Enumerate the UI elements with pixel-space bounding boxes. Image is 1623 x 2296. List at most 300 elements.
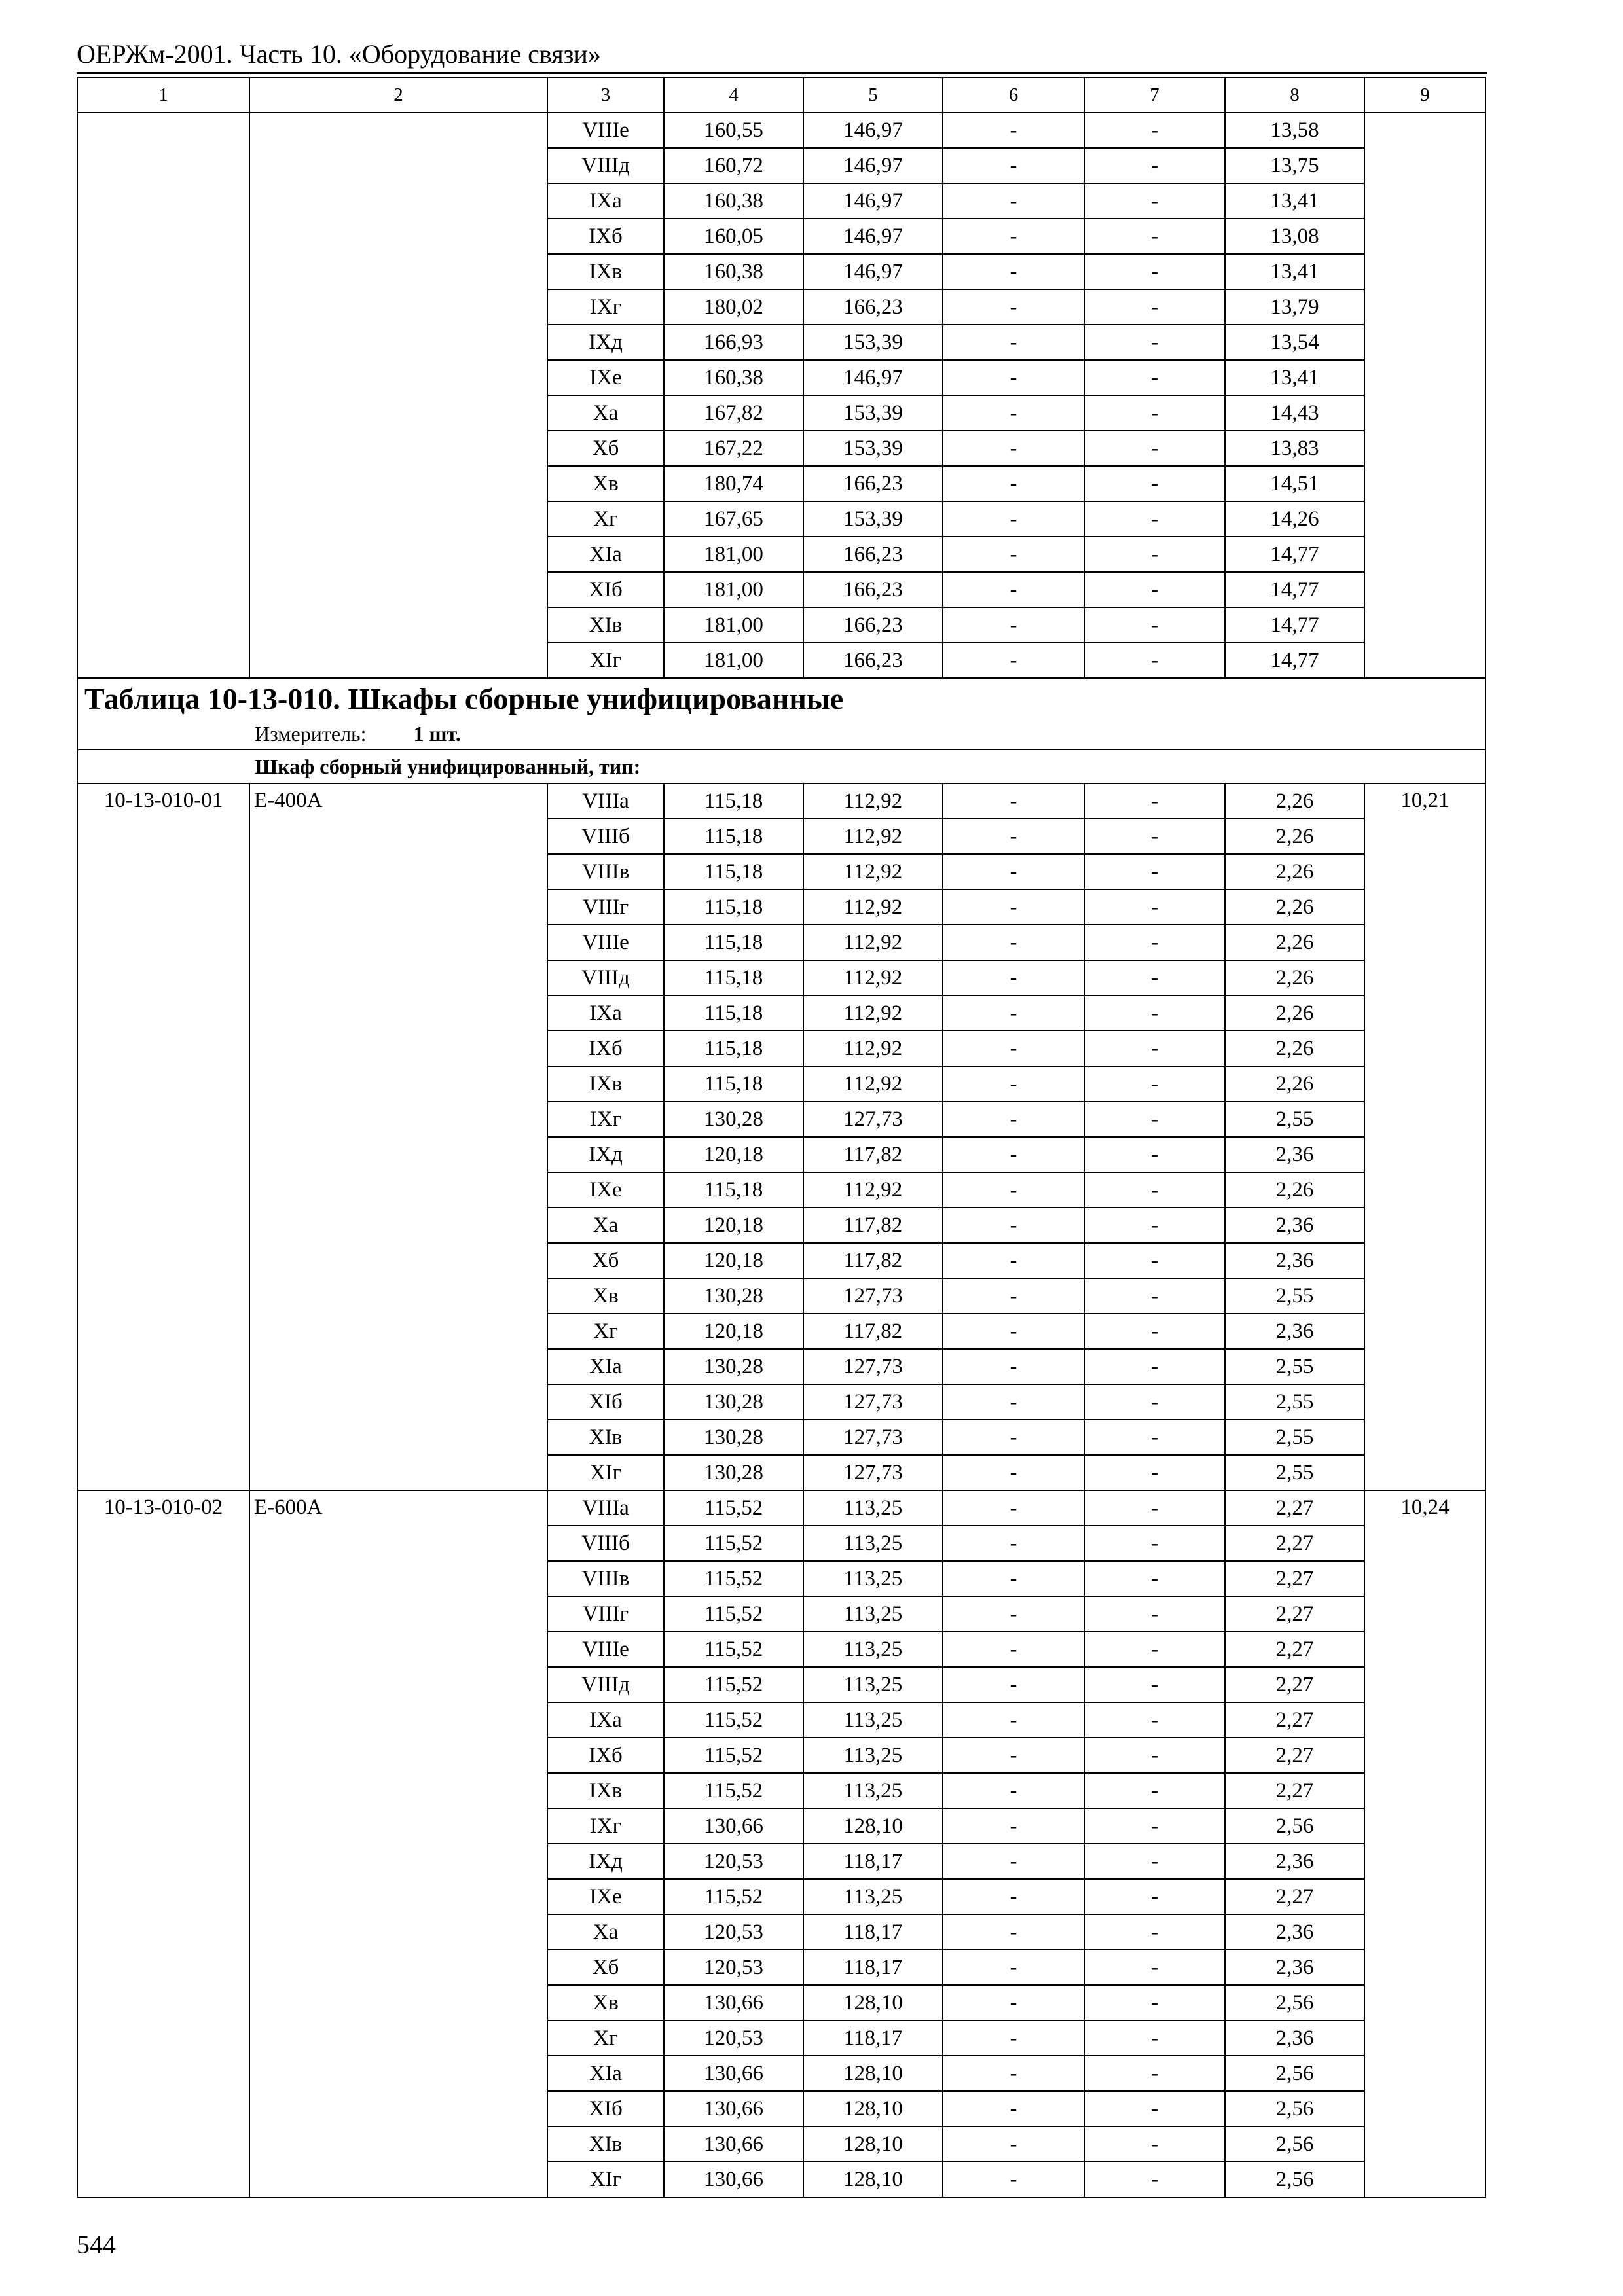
materials-cost-cell: 2,26	[1225, 996, 1364, 1031]
region-cell: IXе	[547, 360, 664, 395]
total-cost-cell: 181,00	[664, 643, 803, 678]
wage-cost-cell: 153,39	[803, 431, 943, 466]
total-cost-cell: 120,53	[664, 2020, 803, 2056]
total-cost-cell: 160,38	[664, 254, 803, 289]
total-cost-cell: 120,53	[664, 1844, 803, 1879]
operator-wage-cell: -	[1084, 501, 1225, 537]
materials-cost-cell: 2,27	[1225, 1632, 1364, 1667]
materials-cost-cell: 14,77	[1225, 572, 1364, 607]
region-cell: XIв	[547, 607, 664, 643]
region-cell: IXд	[547, 1137, 664, 1172]
operator-wage-cell: -	[1084, 889, 1225, 925]
region-cell: IXа	[547, 996, 664, 1031]
wage-cost-cell: 118,17	[803, 1914, 943, 1950]
total-cost-cell: 130,66	[664, 1985, 803, 2020]
operator-wage-cell: -	[1084, 219, 1225, 254]
wage-cost-cell: 112,92	[803, 960, 943, 996]
wage-cost-cell: 166,23	[803, 572, 943, 607]
column-number: 1	[77, 77, 249, 113]
wage-cost-cell: 112,92	[803, 819, 943, 854]
materials-cost-cell: 14,26	[1225, 501, 1364, 537]
operator-wage-cell: -	[1084, 607, 1225, 643]
table-row	[77, 783, 1486, 819]
region-cell: Xв	[547, 1278, 664, 1314]
machine-cost-cell: -	[943, 1773, 1084, 1808]
materials-cost-cell: 2,26	[1225, 889, 1364, 925]
materials-cost-cell: 13,83	[1225, 431, 1364, 466]
machine-cost-cell: -	[943, 183, 1084, 219]
total-cost-cell: 180,74	[664, 466, 803, 501]
total-cost-cell: 130,66	[664, 2126, 803, 2162]
materials-cost-cell: 2,26	[1225, 925, 1364, 960]
total-cost-cell: 115,52	[664, 1702, 803, 1738]
materials-cost-cell: 2,27	[1225, 1490, 1364, 1526]
wage-cost-cell: 112,92	[803, 1031, 943, 1066]
total-cost-cell: 181,00	[664, 572, 803, 607]
machine-cost-cell: -	[943, 219, 1084, 254]
wage-cost-cell: 127,73	[803, 1455, 943, 1490]
materials-cost-cell: 2,36	[1225, 2020, 1364, 2056]
materials-cost-cell: 2,27	[1225, 1526, 1364, 1561]
region-cell: VIIIв	[547, 854, 664, 889]
total-cost-cell: 130,28	[664, 1420, 803, 1455]
wage-cost-cell: 113,25	[803, 1667, 943, 1702]
wage-cost-cell: 117,82	[803, 1208, 943, 1243]
materials-cost-cell: 2,36	[1225, 1844, 1364, 1879]
operator-wage-cell: -	[1084, 925, 1225, 960]
operator-wage-cell: -	[1084, 1702, 1225, 1738]
machine-cost-cell: -	[943, 1879, 1084, 1914]
materials-cost-cell: 13,79	[1225, 289, 1364, 325]
materials-cost-cell: 2,26	[1225, 960, 1364, 996]
operator-wage-cell: -	[1084, 1526, 1225, 1561]
total-cost-cell: 130,28	[664, 1349, 803, 1384]
materials-cost-cell: 2,36	[1225, 1914, 1364, 1950]
total-cost-cell: 115,18	[664, 889, 803, 925]
total-cost-cell: 115,18	[664, 925, 803, 960]
operator-wage-cell: -	[1084, 1950, 1225, 1985]
machine-cost-cell: -	[943, 431, 1084, 466]
region-cell: VIIIд	[547, 148, 664, 183]
column-number-row	[77, 77, 1486, 113]
region-cell: Xа	[547, 395, 664, 431]
machine-cost-cell: -	[943, 643, 1084, 678]
machine-cost-cell: -	[943, 1066, 1084, 1102]
total-cost-cell: 115,18	[664, 783, 803, 819]
total-cost-cell: 115,52	[664, 1632, 803, 1667]
operator-wage-cell: -	[1084, 572, 1225, 607]
wage-cost-cell: 112,92	[803, 1066, 943, 1102]
operator-wage-cell: -	[1084, 1243, 1225, 1278]
total-cost-cell: 130,28	[664, 1455, 803, 1490]
wage-cost-cell: 117,82	[803, 1314, 943, 1349]
materials-cost-cell: 2,56	[1225, 2056, 1364, 2091]
machine-cost-cell: -	[943, 1702, 1084, 1738]
machine-cost-cell: -	[943, 1561, 1084, 1596]
operator-wage-cell: -	[1084, 1808, 1225, 1844]
machine-cost-cell: -	[943, 1102, 1084, 1137]
operator-wage-cell: -	[1084, 996, 1225, 1031]
wage-cost-cell: 113,25	[803, 1526, 943, 1561]
region-cell: Xг	[547, 1314, 664, 1349]
region-cell: XIг	[547, 643, 664, 678]
region-cell: VIIIа	[547, 1490, 664, 1526]
total-cost-cell: 160,38	[664, 360, 803, 395]
region-cell: XIб	[547, 1384, 664, 1420]
region-cell: Xа	[547, 1208, 664, 1243]
wage-cost-cell: 128,10	[803, 2056, 943, 2091]
region-cell: VIIIд	[547, 960, 664, 996]
machine-cost-cell: -	[943, 1490, 1084, 1526]
wage-cost-cell: 113,25	[803, 1490, 943, 1526]
machine-cost-cell: -	[943, 1349, 1084, 1384]
total-cost-cell: 120,18	[664, 1137, 803, 1172]
operator-wage-cell: -	[1084, 1314, 1225, 1349]
region-cell: IXг	[547, 1808, 664, 1844]
machine-cost-cell: -	[943, 325, 1084, 360]
machine-cost-cell: -	[943, 1985, 1084, 2020]
total-cost-cell: 120,18	[664, 1208, 803, 1243]
materials-cost-cell: 14,51	[1225, 466, 1364, 501]
total-cost-cell: 160,55	[664, 113, 803, 148]
item-code-cell: 10-13-010-01	[77, 783, 249, 1490]
operator-wage-cell: -	[1084, 643, 1225, 678]
materials-cost-cell: 2,55	[1225, 1102, 1364, 1137]
code-cell	[77, 113, 249, 678]
wage-cost-cell: 153,39	[803, 395, 943, 431]
total-cost-cell: 115,18	[664, 996, 803, 1031]
machine-cost-cell: -	[943, 1632, 1084, 1667]
subheading-cell: Шкаф сборный унифицированный, тип:	[77, 749, 1486, 783]
wage-cost-cell: 112,92	[803, 889, 943, 925]
region-cell: IXб	[547, 1031, 664, 1066]
machine-cost-cell: -	[943, 572, 1084, 607]
operator-wage-cell: -	[1084, 1349, 1225, 1384]
wage-cost-cell: 146,97	[803, 148, 943, 183]
column-number: 5	[803, 77, 943, 113]
wage-cost-cell: 112,92	[803, 783, 943, 819]
total-cost-cell: 130,28	[664, 1384, 803, 1420]
region-cell: VIIIе	[547, 113, 664, 148]
materials-cost-cell: 14,43	[1225, 395, 1364, 431]
materials-cost-cell: 2,55	[1225, 1384, 1364, 1420]
column-number: 8	[1225, 77, 1364, 113]
wage-cost-cell: 146,97	[803, 219, 943, 254]
machine-cost-cell: -	[943, 1526, 1084, 1561]
wage-cost-cell: 127,73	[803, 1349, 943, 1384]
wage-cost-cell: 118,17	[803, 1844, 943, 1879]
unit-line	[82, 719, 1481, 749]
total-cost-cell: 167,82	[664, 395, 803, 431]
operator-wage-cell: -	[1084, 466, 1225, 501]
materials-cost-cell: 2,56	[1225, 1985, 1364, 2020]
wage-cost-cell: 128,10	[803, 1808, 943, 1844]
total-cost-cell: 130,28	[664, 1102, 803, 1137]
item-name-cell: Е-400А	[249, 783, 547, 1490]
machine-cost-cell: -	[943, 783, 1084, 819]
machine-cost-cell: -	[943, 1950, 1084, 1985]
materials-cost-cell: 2,27	[1225, 1773, 1364, 1808]
region-cell: IXв	[547, 1066, 664, 1102]
materials-cost-cell: 2,27	[1225, 1561, 1364, 1596]
materials-cost-cell: 2,55	[1225, 1455, 1364, 1490]
total-cost-cell: 115,52	[664, 1738, 803, 1773]
operator-wage-cell: -	[1084, 2020, 1225, 2056]
total-cost-cell: 115,18	[664, 1031, 803, 1066]
materials-cost-cell: 13,41	[1225, 254, 1364, 289]
materials-cost-cell: 2,36	[1225, 1208, 1364, 1243]
operator-wage-cell: -	[1084, 1561, 1225, 1596]
region-cell: XIа	[547, 1349, 664, 1384]
wage-cost-cell: 166,23	[803, 643, 943, 678]
materials-cost-cell: 13,54	[1225, 325, 1364, 360]
machine-cost-cell: -	[943, 819, 1084, 854]
materials-cost-cell: 2,27	[1225, 1879, 1364, 1914]
wage-cost-cell: 117,82	[803, 1137, 943, 1172]
machine-cost-cell: -	[943, 254, 1084, 289]
materials-cost-cell: 13,41	[1225, 183, 1364, 219]
operator-wage-cell: -	[1084, 1596, 1225, 1632]
machine-cost-cell: -	[943, 1738, 1084, 1773]
materials-cost-cell: 14,77	[1225, 643, 1364, 678]
wage-cost-cell: 166,23	[803, 607, 943, 643]
wage-cost-cell: 127,73	[803, 1384, 943, 1420]
region-cell: IXе	[547, 1172, 664, 1208]
materials-cost-cell: 2,26	[1225, 819, 1364, 854]
operator-wage-cell: -	[1084, 537, 1225, 572]
total-cost-cell: 181,00	[664, 537, 803, 572]
region-cell: VIIIг	[547, 1596, 664, 1632]
materials-cost-cell: 2,36	[1225, 1314, 1364, 1349]
materials-cost-cell: 2,55	[1225, 1278, 1364, 1314]
region-cell: VIIIд	[547, 1667, 664, 1702]
region-cell: Xб	[547, 1243, 664, 1278]
total-cost-cell: 130,66	[664, 2056, 803, 2091]
operator-wage-cell: -	[1084, 360, 1225, 395]
machine-cost-cell: -	[943, 501, 1084, 537]
machine-cost-cell: -	[943, 1031, 1084, 1066]
col9-cell	[1364, 113, 1486, 678]
operator-wage-cell: -	[1084, 819, 1225, 854]
operator-wage-cell: -	[1084, 1278, 1225, 1314]
operator-wage-cell: -	[1084, 1208, 1225, 1243]
machine-cost-cell: -	[943, 996, 1084, 1031]
total-cost-cell: 167,22	[664, 431, 803, 466]
total-cost-cell: 160,05	[664, 219, 803, 254]
operator-wage-cell: -	[1084, 431, 1225, 466]
total-cost-cell: 115,52	[664, 1490, 803, 1526]
materials-cost-cell: 13,41	[1225, 360, 1364, 395]
materials-cost-cell: 2,36	[1225, 1950, 1364, 1985]
region-cell: IXг	[547, 289, 664, 325]
region-cell: Xв	[547, 466, 664, 501]
operator-wage-cell: -	[1084, 254, 1225, 289]
total-cost-cell: 115,52	[664, 1773, 803, 1808]
materials-cost-cell: 2,56	[1225, 2162, 1364, 2197]
region-cell: IXа	[547, 183, 664, 219]
column-number: 6	[943, 77, 1084, 113]
region-cell: Xа	[547, 1914, 664, 1950]
operator-wage-cell: -	[1084, 1738, 1225, 1773]
region-cell: VIIIе	[547, 925, 664, 960]
total-cost-cell: 115,18	[664, 819, 803, 854]
wage-cost-cell: 128,10	[803, 2162, 943, 2197]
materials-cost-cell: 2,26	[1225, 1172, 1364, 1208]
materials-cost-cell: 2,27	[1225, 1596, 1364, 1632]
wage-cost-cell: 112,92	[803, 925, 943, 960]
unit-value: 1 шт.	[413, 722, 461, 745]
operator-wage-cell: -	[1084, 148, 1225, 183]
total-cost-cell: 115,18	[664, 1172, 803, 1208]
unit-label: Измеритель:	[255, 722, 367, 745]
total-cost-cell: 115,52	[664, 1526, 803, 1561]
operator-wage-cell: -	[1084, 2091, 1225, 2126]
region-cell: IXв	[547, 1773, 664, 1808]
region-cell: XIг	[547, 2162, 664, 2197]
materials-cost-cell: 2,56	[1225, 2091, 1364, 2126]
operator-wage-cell: -	[1084, 1844, 1225, 1879]
item-col9-cell: 10,21	[1364, 783, 1486, 1490]
region-cell: VIIIб	[547, 1526, 664, 1561]
materials-cost-cell: 2,56	[1225, 2126, 1364, 2162]
total-cost-cell: 160,72	[664, 148, 803, 183]
region-cell: IXе	[547, 1879, 664, 1914]
total-cost-cell: 180,02	[664, 289, 803, 325]
materials-cost-cell: 13,75	[1225, 148, 1364, 183]
wage-cost-cell: 127,73	[803, 1420, 943, 1455]
wage-cost-cell: 153,39	[803, 325, 943, 360]
region-cell: XIб	[547, 572, 664, 607]
operator-wage-cell: -	[1084, 395, 1225, 431]
machine-cost-cell: -	[943, 2126, 1084, 2162]
norms-table	[77, 77, 1486, 2198]
total-cost-cell: 115,52	[664, 1667, 803, 1702]
machine-cost-cell: -	[943, 854, 1084, 889]
operator-wage-cell: -	[1084, 325, 1225, 360]
column-number: 7	[1084, 77, 1225, 113]
wage-cost-cell: 146,97	[803, 183, 943, 219]
operator-wage-cell: -	[1084, 1066, 1225, 1102]
wage-cost-cell: 112,92	[803, 996, 943, 1031]
operator-wage-cell: -	[1084, 1420, 1225, 1455]
operator-wage-cell: -	[1084, 1879, 1225, 1914]
region-cell: Xг	[547, 501, 664, 537]
machine-cost-cell: -	[943, 466, 1084, 501]
operator-wage-cell: -	[1084, 113, 1225, 148]
column-number: 4	[664, 77, 803, 113]
machine-cost-cell: -	[943, 1384, 1084, 1420]
operator-wage-cell: -	[1084, 783, 1225, 819]
page-number: 544	[77, 2230, 116, 2259]
machine-cost-cell: -	[943, 1420, 1084, 1455]
machine-cost-cell: -	[943, 113, 1084, 148]
item-col9-cell: 10,24	[1364, 1490, 1486, 2197]
total-cost-cell: 115,52	[664, 1561, 803, 1596]
wage-cost-cell: 128,10	[803, 1985, 943, 2020]
region-cell: Xб	[547, 431, 664, 466]
machine-cost-cell: -	[943, 889, 1084, 925]
region-cell: IXд	[547, 325, 664, 360]
total-cost-cell: 115,18	[664, 1066, 803, 1102]
section-title-row	[77, 678, 1486, 749]
region-cell: XIв	[547, 1420, 664, 1455]
machine-cost-cell: -	[943, 1596, 1084, 1632]
machine-cost-cell: -	[943, 2056, 1084, 2091]
region-cell: VIIIе	[547, 1632, 664, 1667]
machine-cost-cell: -	[943, 1455, 1084, 1490]
subheading-row	[77, 749, 1486, 783]
column-number: 2	[249, 77, 547, 113]
total-cost-cell: 115,52	[664, 1596, 803, 1632]
machine-cost-cell: -	[943, 1844, 1084, 1879]
total-cost-cell: 115,18	[664, 960, 803, 996]
total-cost-cell: 130,28	[664, 1278, 803, 1314]
total-cost-cell: 120,18	[664, 1243, 803, 1278]
region-cell: XIа	[547, 2056, 664, 2091]
machine-cost-cell: -	[943, 537, 1084, 572]
region-cell: VIIIв	[547, 1561, 664, 1596]
region-cell: XIв	[547, 2126, 664, 2162]
operator-wage-cell: -	[1084, 183, 1225, 219]
materials-cost-cell: 2,36	[1225, 1243, 1364, 1278]
operator-wage-cell: -	[1084, 1632, 1225, 1667]
region-cell: VIIIа	[547, 783, 664, 819]
section-title: Таблица 10-13-010. Шкафы сборные унифицированные	[84, 682, 844, 715]
table-body	[77, 77, 1486, 2197]
region-cell: IXб	[547, 219, 664, 254]
materials-cost-cell: 14,77	[1225, 537, 1364, 572]
wage-cost-cell: 128,10	[803, 2126, 943, 2162]
running-header: ОЕРЖм-2001. Часть 10. «Оборудование связи»	[77, 39, 601, 69]
wage-cost-cell: 128,10	[803, 2091, 943, 2126]
column-number: 9	[1364, 77, 1486, 113]
wage-cost-cell: 118,17	[803, 1950, 943, 1985]
table-row	[77, 1490, 1486, 1526]
operator-wage-cell: -	[1084, 1455, 1225, 1490]
machine-cost-cell: -	[943, 960, 1084, 996]
materials-cost-cell: 2,56	[1225, 1808, 1364, 1844]
machine-cost-cell: -	[943, 1808, 1084, 1844]
operator-wage-cell: -	[1084, 289, 1225, 325]
wage-cost-cell: 117,82	[803, 1243, 943, 1278]
wage-cost-cell: 166,23	[803, 289, 943, 325]
machine-cost-cell: -	[943, 1172, 1084, 1208]
materials-cost-cell: 2,55	[1225, 1420, 1364, 1455]
operator-wage-cell: -	[1084, 1985, 1225, 2020]
wage-cost-cell: 113,25	[803, 1596, 943, 1632]
wage-cost-cell: 166,23	[803, 537, 943, 572]
materials-cost-cell: 2,27	[1225, 1738, 1364, 1773]
wage-cost-cell: 113,25	[803, 1632, 943, 1667]
wage-cost-cell: 113,25	[803, 1773, 943, 1808]
operator-wage-cell: -	[1084, 854, 1225, 889]
machine-cost-cell: -	[943, 1667, 1084, 1702]
materials-cost-cell: 2,55	[1225, 1349, 1364, 1384]
wage-cost-cell: 113,25	[803, 1702, 943, 1738]
region-cell: XIа	[547, 537, 664, 572]
operator-wage-cell: -	[1084, 1773, 1225, 1808]
wage-cost-cell: 127,73	[803, 1278, 943, 1314]
column-number: 3	[547, 77, 664, 113]
wage-cost-cell: 166,23	[803, 466, 943, 501]
operator-wage-cell: -	[1084, 1384, 1225, 1420]
machine-cost-cell: -	[943, 1137, 1084, 1172]
machine-cost-cell: -	[943, 289, 1084, 325]
machine-cost-cell: -	[943, 1314, 1084, 1349]
region-cell: IXв	[547, 254, 664, 289]
region-cell: Xв	[547, 1985, 664, 2020]
region-cell: Xб	[547, 1950, 664, 1985]
